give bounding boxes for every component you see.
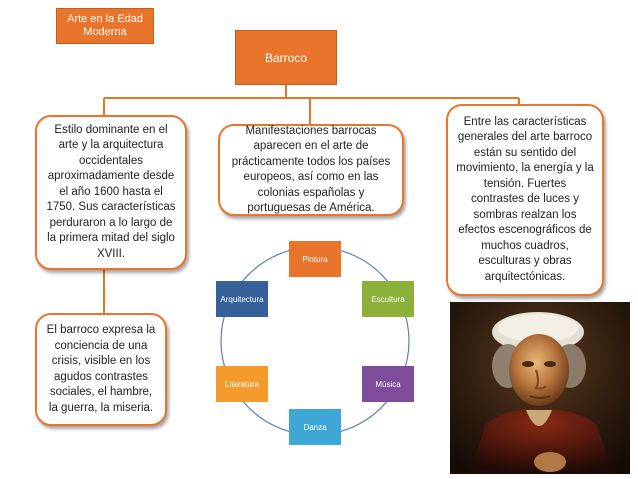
portrait-image (450, 302, 630, 474)
cycle-node-label: Arquitectura (220, 294, 264, 304)
portrait-painting (450, 302, 630, 474)
cycle-node-arquitectura (216, 281, 268, 317)
root-node (235, 30, 337, 85)
callout-manifestations (218, 124, 404, 216)
cycle-node-label: Pintura (302, 254, 328, 264)
callout-manifestations-text: Manifestaciones barrocas aparecen en el arte de prácticamente todos los países europeos, así como en las colonias españolas y portuguesas de América. (231, 124, 391, 214)
callout-characteristics-text: Entre las características generales del arte barroco están su sentido del movimiento, la energía y la tensión. Fuertes contrastes de luces y sombras realzan los efectos escenográficos de muchos cuadros, esculturas y obras arquitectónicas. (456, 115, 594, 283)
cycle-node-literatura (216, 366, 268, 402)
cycle-node-label: Música (375, 379, 401, 389)
section-tag (56, 8, 154, 44)
cycle-node-danza (289, 409, 341, 445)
callout-definition-text: Estilo dominante en el arte y la arquitectura occidentales aproximadamente desde el año 1600 hasta el 1750. Sus características perduraron a lo largo de la primera mitad del siglo XVIII. (46, 123, 176, 260)
callout-characteristics (446, 104, 604, 296)
callout-definition (35, 115, 187, 270)
cycle-node-musica (362, 366, 414, 402)
section-tag-label: Arte en la Edad Moderna (67, 13, 143, 38)
cycle-node-label: Escultura (371, 294, 405, 304)
callout-crisis (35, 313, 167, 426)
cycle-node-pintura (289, 241, 341, 277)
cycle-node-label: Danza (303, 422, 327, 432)
cycle-node-label: Literatura (225, 379, 259, 389)
cycle-node-escultura (362, 281, 414, 317)
callout-crisis-text: El barroco expresa la conciencia de una crisis, visible en los agudos contrastes sociales, el hambre, la guerra, la miseria. (46, 324, 156, 414)
root-node-label: Barroco (264, 50, 308, 65)
